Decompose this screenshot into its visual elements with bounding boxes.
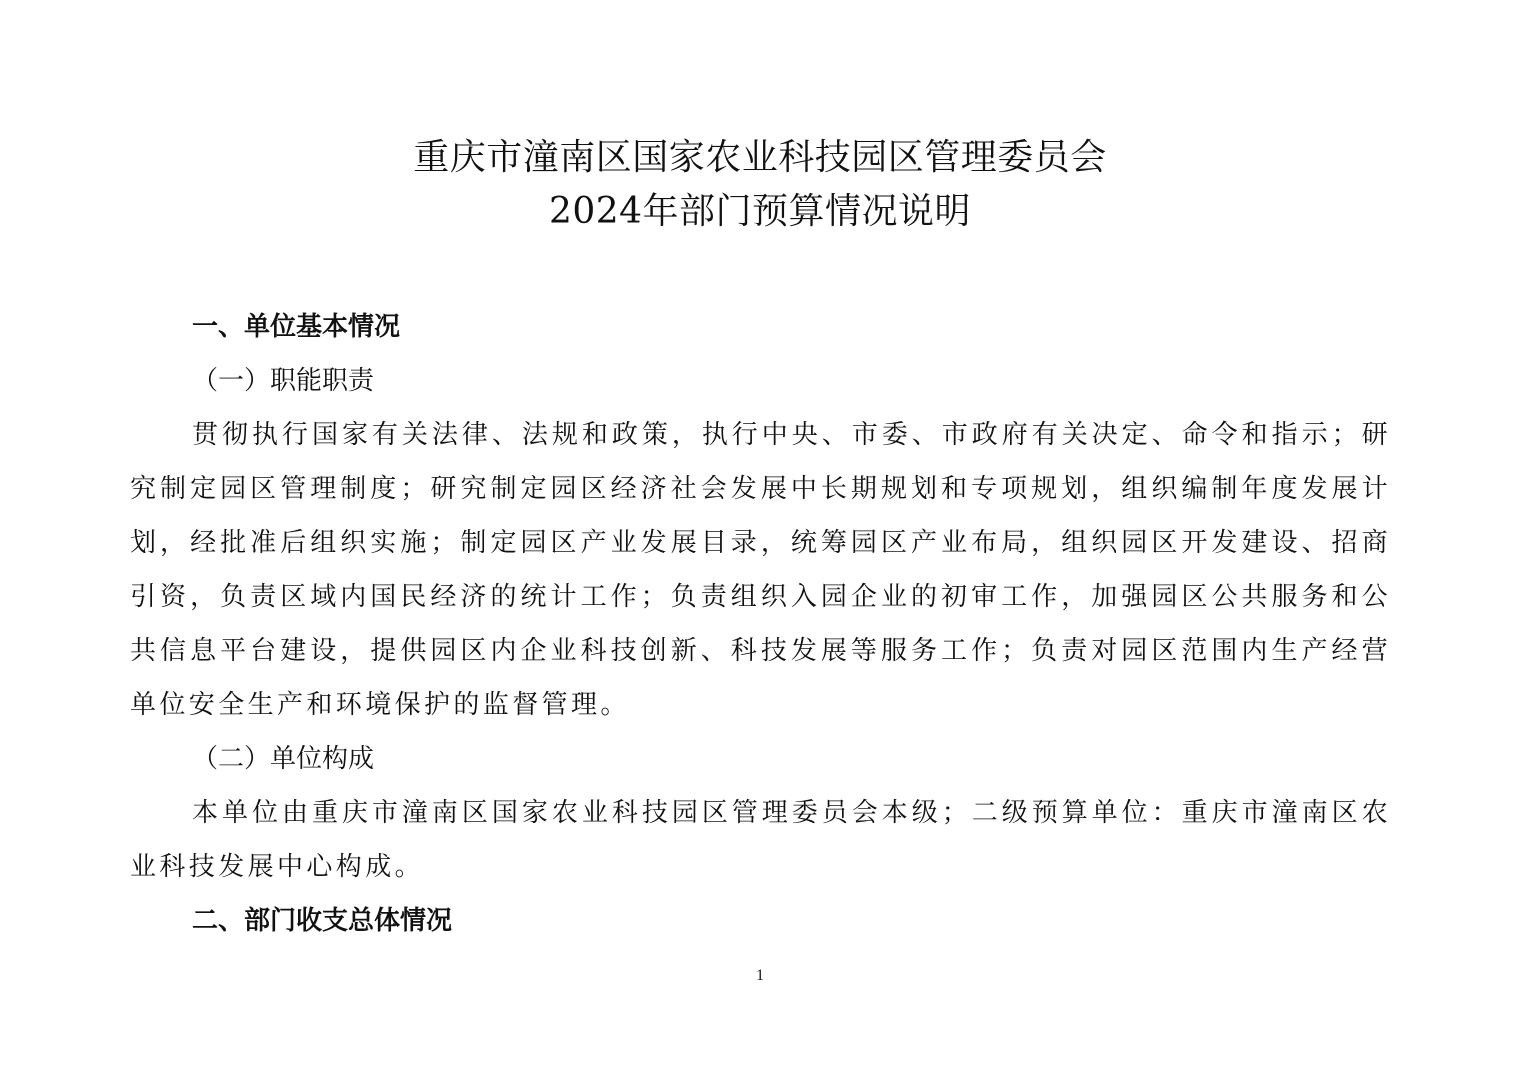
- paragraph-duties: 贯彻执行国家有关法律、法规和政策，执行中央、市委、市政府有关决定、命令和指示；研究制定园区管理制度；研究制定园区经济社会发展中长期规划和专项规划，组织编制年度发展计划，经批准后组织实施；制定园区产业发展目录，统筹园区产业布局，组织园区开发建设、招商引资，负责区域内国民经济的统计工作；负责组织入园企业的初审工作，加强园区公共服务和公共信息平台建设，提供园区内企业科技创新、科技发展等服务工作；负责对园区范围内生产经营单位安全生产和环境保护的监督管理。: [130, 420, 1391, 720]
- page-number: 1: [756, 967, 764, 984]
- document-body: [130, 300, 1391, 948]
- document-title-line-1: 重庆市潼南区国家农业科技园区管理委员会: [413, 137, 1107, 178]
- subsection-heading-composition: （二）单位构成: [192, 744, 375, 774]
- subsection-heading-duties: （一）职能职责: [192, 366, 375, 396]
- section-heading-budget-overview: 二、部门收支总体情况: [192, 906, 453, 936]
- document-title-line-2: 2024年部门预算情况说明: [548, 191, 972, 232]
- paragraph-composition: 本单位由重庆市潼南区国家农业科技园区管理委员会本级；二级预算单位：重庆市潼南区农业科技发展中心构成。: [130, 798, 1391, 882]
- section-heading-basic-info: 一、单位基本情况: [192, 312, 401, 342]
